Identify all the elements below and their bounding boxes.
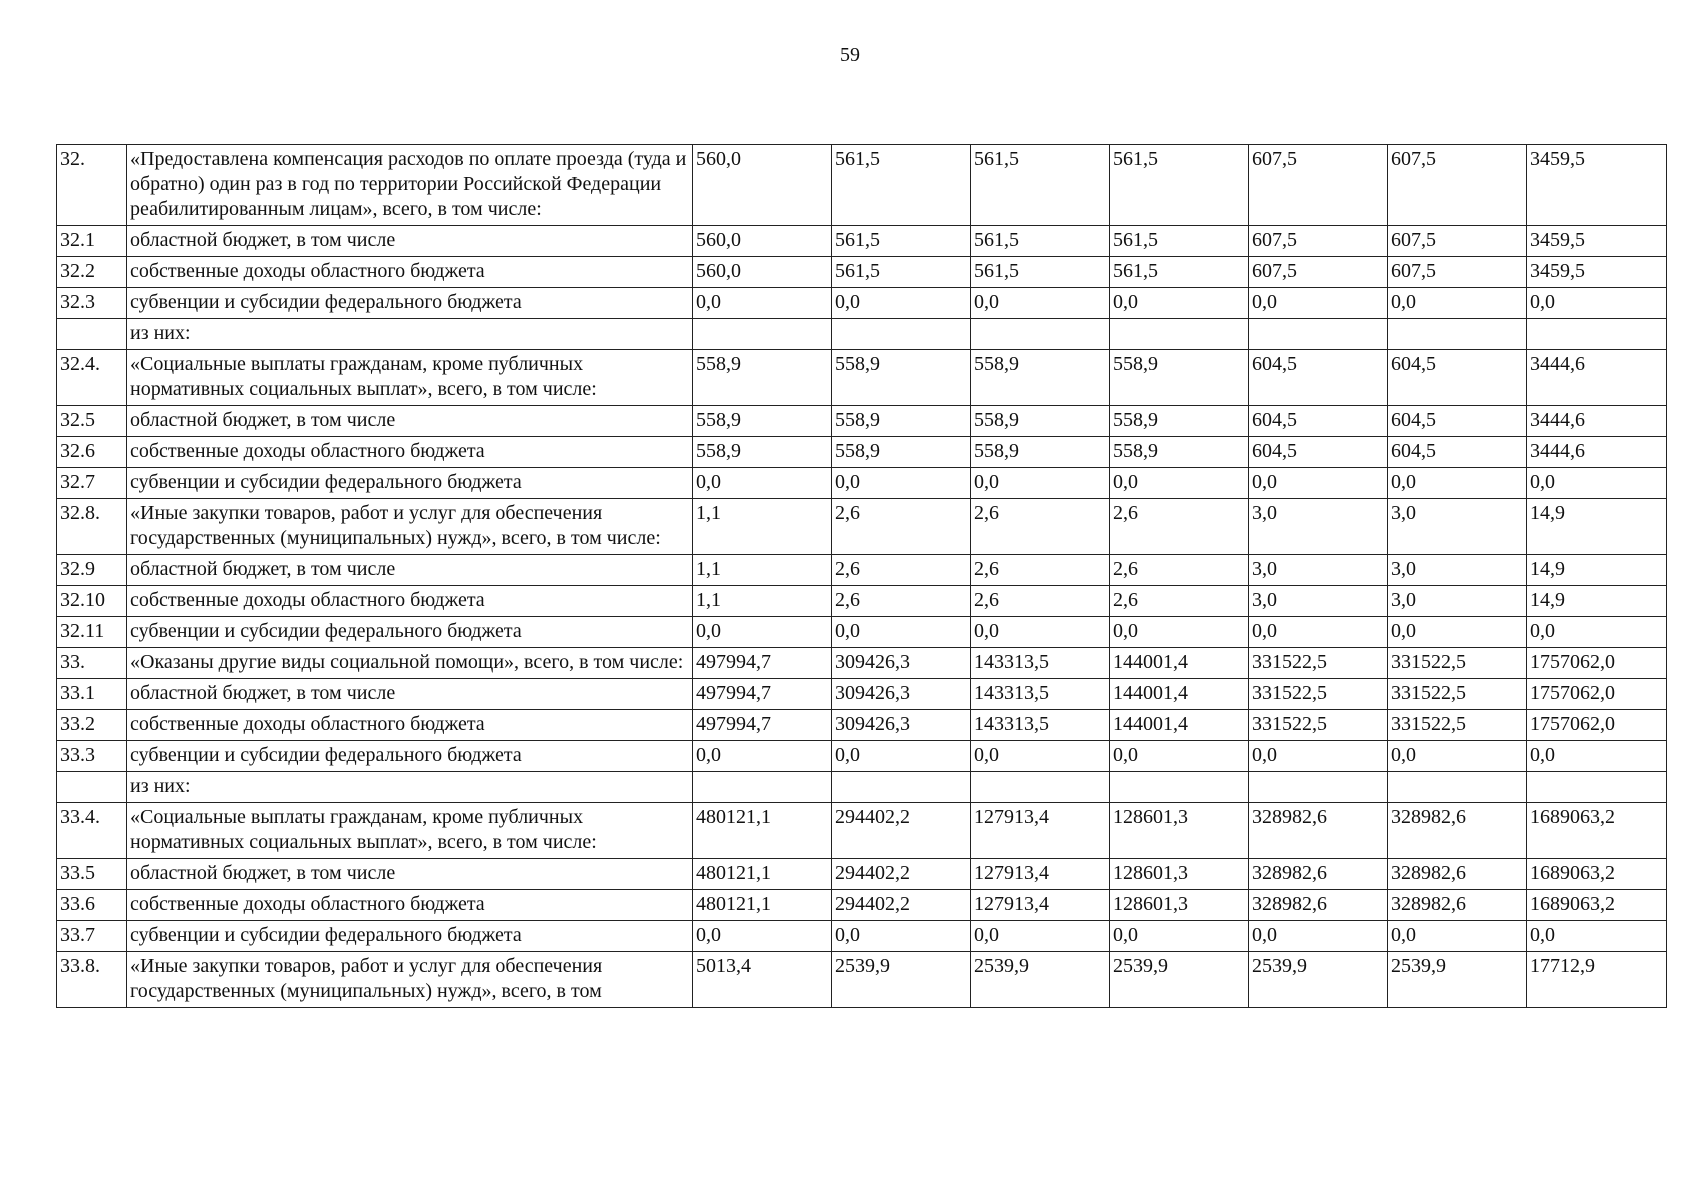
value-year-1-cell: 0,0 [693, 741, 832, 772]
row-description-cell: субвенции и субсидии федерального бюджета [127, 288, 693, 319]
row-number-cell [57, 319, 127, 350]
value-year-3-cell: 0,0 [971, 741, 1110, 772]
value-total-cell: 3459,5 [1527, 226, 1667, 257]
row-description-cell: областной бюджет, в том числе [127, 679, 693, 710]
row-number-cell: 32.8. [57, 499, 127, 555]
row-description-cell: «Социальные выплаты гражданам, кроме публичных нормативных социальных выплат», всего, в том числе: [127, 350, 693, 406]
value-year-2-cell: 558,9 [832, 406, 971, 437]
value-year-1-cell: 558,9 [693, 406, 832, 437]
value-year-6-cell: 331522,5 [1388, 710, 1527, 741]
table-row [57, 710, 1667, 741]
table-row [57, 406, 1667, 437]
value-year-2-cell: 0,0 [832, 288, 971, 319]
table-row [57, 257, 1667, 288]
value-year-2-cell: 309426,3 [832, 679, 971, 710]
value-year-1-cell: 558,9 [693, 437, 832, 468]
value-year-5-cell: 2539,9 [1249, 952, 1388, 1008]
value-year-4-cell [1110, 772, 1249, 803]
value-total-cell [1527, 319, 1667, 350]
value-year-1-cell: 560,0 [693, 145, 832, 226]
value-year-5-cell: 331522,5 [1249, 648, 1388, 679]
value-total-cell: 1757062,0 [1527, 710, 1667, 741]
table-row [57, 226, 1667, 257]
value-year-5-cell: 328982,6 [1249, 803, 1388, 859]
table-row [57, 803, 1667, 859]
value-total-cell: 3444,6 [1527, 350, 1667, 406]
value-year-4-cell: 0,0 [1110, 741, 1249, 772]
row-number-cell: 32.4. [57, 350, 127, 406]
value-year-3-cell [971, 772, 1110, 803]
value-year-1-cell: 5013,4 [693, 952, 832, 1008]
value-year-1-cell: 558,9 [693, 350, 832, 406]
row-number-cell: 32. [57, 145, 127, 226]
value-year-6-cell: 607,5 [1388, 226, 1527, 257]
row-description-cell: «Предоставлена компенсация расходов по оплате проезда (туда и обратно) один раз в год по территории Российской Федерации реабилитированным лицам», всего, в том числе: [127, 145, 693, 226]
value-year-3-cell: 0,0 [971, 468, 1110, 499]
row-description-cell: областной бюджет, в том числе [127, 555, 693, 586]
value-year-1-cell: 480121,1 [693, 859, 832, 890]
value-year-3-cell: 558,9 [971, 350, 1110, 406]
table-row [57, 437, 1667, 468]
value-year-5-cell: 0,0 [1249, 288, 1388, 319]
table-row [57, 772, 1667, 803]
value-total-cell: 1689063,2 [1527, 803, 1667, 859]
table-row [57, 319, 1667, 350]
value-year-6-cell: 607,5 [1388, 145, 1527, 226]
value-year-4-cell: 128601,3 [1110, 859, 1249, 890]
value-year-6-cell [1388, 772, 1527, 803]
value-year-1-cell: 497994,7 [693, 648, 832, 679]
value-year-2-cell: 0,0 [832, 468, 971, 499]
value-year-6-cell: 3,0 [1388, 555, 1527, 586]
value-year-5-cell: 0,0 [1249, 617, 1388, 648]
value-year-5-cell: 0,0 [1249, 741, 1388, 772]
table-row [57, 586, 1667, 617]
row-number-cell: 33.7 [57, 921, 127, 952]
row-number-cell: 32.3 [57, 288, 127, 319]
value-year-4-cell: 558,9 [1110, 406, 1249, 437]
value-year-6-cell: 0,0 [1388, 617, 1527, 648]
value-year-4-cell: 144001,4 [1110, 710, 1249, 741]
value-year-6-cell: 328982,6 [1388, 859, 1527, 890]
value-year-3-cell: 0,0 [971, 921, 1110, 952]
value-year-5-cell: 0,0 [1249, 468, 1388, 499]
value-year-1-cell: 0,0 [693, 288, 832, 319]
value-year-2-cell: 561,5 [832, 145, 971, 226]
table-row [57, 859, 1667, 890]
value-year-6-cell: 331522,5 [1388, 648, 1527, 679]
table-body [57, 145, 1667, 1008]
value-total-cell: 3459,5 [1527, 145, 1667, 226]
value-year-3-cell: 0,0 [971, 617, 1110, 648]
value-year-3-cell: 561,5 [971, 145, 1110, 226]
value-year-3-cell: 0,0 [971, 288, 1110, 319]
value-year-4-cell: 2,6 [1110, 586, 1249, 617]
value-year-1-cell: 497994,7 [693, 710, 832, 741]
value-year-3-cell: 2539,9 [971, 952, 1110, 1008]
value-year-6-cell: 3,0 [1388, 586, 1527, 617]
row-description-cell: из них: [127, 319, 693, 350]
value-year-6-cell: 331522,5 [1388, 679, 1527, 710]
value-year-3-cell: 561,5 [971, 257, 1110, 288]
value-total-cell: 3444,6 [1527, 437, 1667, 468]
value-year-1-cell: 560,0 [693, 226, 832, 257]
value-year-4-cell: 558,9 [1110, 437, 1249, 468]
table-row [57, 468, 1667, 499]
budget-table [56, 144, 1667, 1008]
value-year-6-cell [1388, 319, 1527, 350]
value-year-4-cell: 561,5 [1110, 226, 1249, 257]
value-total-cell: 0,0 [1527, 921, 1667, 952]
value-total-cell: 17712,9 [1527, 952, 1667, 1008]
table-row [57, 555, 1667, 586]
value-year-4-cell: 2,6 [1110, 499, 1249, 555]
value-year-4-cell: 0,0 [1110, 288, 1249, 319]
row-number-cell [57, 772, 127, 803]
row-number-cell: 33.5 [57, 859, 127, 890]
value-year-6-cell: 3,0 [1388, 499, 1527, 555]
value-year-3-cell: 127913,4 [971, 859, 1110, 890]
value-year-6-cell: 328982,6 [1388, 803, 1527, 859]
value-year-2-cell: 2,6 [832, 499, 971, 555]
value-year-2-cell: 2,6 [832, 555, 971, 586]
value-year-5-cell: 328982,6 [1249, 859, 1388, 890]
value-year-5-cell: 607,5 [1249, 257, 1388, 288]
value-year-5-cell: 328982,6 [1249, 890, 1388, 921]
row-number-cell: 33.3 [57, 741, 127, 772]
table-row [57, 679, 1667, 710]
row-number-cell: 33.1 [57, 679, 127, 710]
row-number-cell: 32.1 [57, 226, 127, 257]
value-year-4-cell: 144001,4 [1110, 648, 1249, 679]
row-number-cell: 32.6 [57, 437, 127, 468]
row-description-cell: «Социальные выплаты гражданам, кроме публичных нормативных социальных выплат», всего, в том числе: [127, 803, 693, 859]
value-year-2-cell [832, 772, 971, 803]
value-year-1-cell: 0,0 [693, 617, 832, 648]
row-description-cell: собственные доходы областного бюджета [127, 586, 693, 617]
value-year-4-cell: 128601,3 [1110, 890, 1249, 921]
row-description-cell: «Иные закупки товаров, работ и услуг для обеспечения государственных (муниципальных) нужд», всего, в том [127, 952, 693, 1008]
value-year-5-cell: 331522,5 [1249, 679, 1388, 710]
value-year-4-cell: 561,5 [1110, 145, 1249, 226]
value-year-6-cell: 0,0 [1388, 288, 1527, 319]
table-row [57, 952, 1667, 1008]
value-total-cell: 1689063,2 [1527, 890, 1667, 921]
value-year-2-cell: 294402,2 [832, 890, 971, 921]
value-year-6-cell: 328982,6 [1388, 890, 1527, 921]
value-year-1-cell: 497994,7 [693, 679, 832, 710]
value-year-5-cell: 3,0 [1249, 499, 1388, 555]
table-row [57, 145, 1667, 226]
table-row [57, 288, 1667, 319]
value-year-6-cell: 0,0 [1388, 741, 1527, 772]
value-total-cell: 1757062,0 [1527, 679, 1667, 710]
value-total-cell: 0,0 [1527, 617, 1667, 648]
table-row [57, 617, 1667, 648]
value-total-cell: 0,0 [1527, 468, 1667, 499]
value-year-6-cell: 0,0 [1388, 468, 1527, 499]
value-year-1-cell: 0,0 [693, 921, 832, 952]
row-description-cell: собственные доходы областного бюджета [127, 257, 693, 288]
value-total-cell: 1757062,0 [1527, 648, 1667, 679]
row-description-cell: собственные доходы областного бюджета [127, 437, 693, 468]
value-year-3-cell: 127913,4 [971, 890, 1110, 921]
page-number: 59 [840, 44, 860, 66]
value-year-4-cell: 128601,3 [1110, 803, 1249, 859]
value-year-2-cell: 309426,3 [832, 710, 971, 741]
value-year-2-cell: 2539,9 [832, 952, 971, 1008]
value-year-6-cell: 604,5 [1388, 437, 1527, 468]
value-year-5-cell [1249, 772, 1388, 803]
value-year-4-cell [1110, 319, 1249, 350]
row-description-cell: субвенции и субсидии федерального бюджета [127, 617, 693, 648]
value-year-4-cell: 2,6 [1110, 555, 1249, 586]
value-year-4-cell: 0,0 [1110, 617, 1249, 648]
value-year-3-cell: 2,6 [971, 555, 1110, 586]
value-total-cell: 3444,6 [1527, 406, 1667, 437]
row-description-cell: «Иные закупки товаров, работ и услуг для обеспечения государственных (муниципальных) нужд», всего, в том числе: [127, 499, 693, 555]
value-year-3-cell: 2,6 [971, 586, 1110, 617]
value-year-2-cell: 0,0 [832, 741, 971, 772]
value-year-5-cell: 3,0 [1249, 555, 1388, 586]
row-number-cell: 33.2 [57, 710, 127, 741]
row-description-cell: субвенции и субсидии федерального бюджета [127, 741, 693, 772]
value-year-5-cell: 0,0 [1249, 921, 1388, 952]
value-year-6-cell: 607,5 [1388, 257, 1527, 288]
value-total-cell: 0,0 [1527, 288, 1667, 319]
value-year-4-cell: 2539,9 [1110, 952, 1249, 1008]
row-number-cell: 32.7 [57, 468, 127, 499]
row-description-cell: собственные доходы областного бюджета [127, 710, 693, 741]
value-total-cell [1527, 772, 1667, 803]
row-description-cell: областной бюджет, в том числе [127, 406, 693, 437]
value-year-3-cell: 143313,5 [971, 679, 1110, 710]
value-year-5-cell: 607,5 [1249, 145, 1388, 226]
value-total-cell: 14,9 [1527, 499, 1667, 555]
table-row [57, 648, 1667, 679]
value-year-2-cell: 0,0 [832, 921, 971, 952]
value-year-4-cell: 558,9 [1110, 350, 1249, 406]
row-description-cell: собственные доходы областного бюджета [127, 890, 693, 921]
row-description-cell: «Оказаны другие виды социальной помощи», всего, в том числе: [127, 648, 693, 679]
value-year-2-cell: 294402,2 [832, 859, 971, 890]
value-year-6-cell: 2539,9 [1388, 952, 1527, 1008]
value-year-2-cell: 561,5 [832, 257, 971, 288]
value-year-3-cell: 127913,4 [971, 803, 1110, 859]
value-year-2-cell: 309426,3 [832, 648, 971, 679]
value-year-6-cell: 604,5 [1388, 406, 1527, 437]
value-year-3-cell: 558,9 [971, 437, 1110, 468]
value-year-5-cell: 607,5 [1249, 226, 1388, 257]
row-number-cell: 33.6 [57, 890, 127, 921]
value-total-cell: 1689063,2 [1527, 859, 1667, 890]
value-year-1-cell: 1,1 [693, 586, 832, 617]
value-year-4-cell: 0,0 [1110, 921, 1249, 952]
row-number-cell: 32.11 [57, 617, 127, 648]
row-number-cell: 32.2 [57, 257, 127, 288]
value-total-cell: 14,9 [1527, 586, 1667, 617]
value-year-2-cell [832, 319, 971, 350]
table-row [57, 890, 1667, 921]
value-year-1-cell: 1,1 [693, 555, 832, 586]
value-year-3-cell: 143313,5 [971, 710, 1110, 741]
value-year-6-cell: 604,5 [1388, 350, 1527, 406]
value-total-cell: 0,0 [1527, 741, 1667, 772]
value-year-1-cell [693, 319, 832, 350]
value-year-2-cell: 558,9 [832, 437, 971, 468]
value-year-4-cell: 144001,4 [1110, 679, 1249, 710]
table-row [57, 350, 1667, 406]
value-year-3-cell: 2,6 [971, 499, 1110, 555]
table-row [57, 741, 1667, 772]
value-year-2-cell: 294402,2 [832, 803, 971, 859]
value-year-1-cell: 480121,1 [693, 803, 832, 859]
value-total-cell: 14,9 [1527, 555, 1667, 586]
value-year-1-cell: 480121,1 [693, 890, 832, 921]
value-year-1-cell: 1,1 [693, 499, 832, 555]
value-year-3-cell [971, 319, 1110, 350]
row-number-cell: 32.10 [57, 586, 127, 617]
value-year-5-cell: 604,5 [1249, 437, 1388, 468]
value-year-3-cell: 558,9 [971, 406, 1110, 437]
row-number-cell: 32.5 [57, 406, 127, 437]
value-total-cell: 3459,5 [1527, 257, 1667, 288]
row-number-cell: 33. [57, 648, 127, 679]
value-year-5-cell [1249, 319, 1388, 350]
table-row [57, 921, 1667, 952]
value-year-6-cell: 0,0 [1388, 921, 1527, 952]
value-year-5-cell: 604,5 [1249, 406, 1388, 437]
row-description-cell: из них: [127, 772, 693, 803]
value-year-2-cell: 0,0 [832, 617, 971, 648]
value-year-3-cell: 561,5 [971, 226, 1110, 257]
value-year-1-cell: 560,0 [693, 257, 832, 288]
row-number-cell: 33.4. [57, 803, 127, 859]
row-description-cell: субвенции и субсидии федерального бюджета [127, 468, 693, 499]
value-year-2-cell: 561,5 [832, 226, 971, 257]
value-year-2-cell: 2,6 [832, 586, 971, 617]
value-year-3-cell: 143313,5 [971, 648, 1110, 679]
value-year-4-cell: 561,5 [1110, 257, 1249, 288]
value-year-4-cell: 0,0 [1110, 468, 1249, 499]
row-description-cell: субвенции и субсидии федерального бюджета [127, 921, 693, 952]
row-description-cell: областной бюджет, в том числе [127, 226, 693, 257]
row-number-cell: 32.9 [57, 555, 127, 586]
value-year-5-cell: 604,5 [1249, 350, 1388, 406]
table-row [57, 499, 1667, 555]
value-year-5-cell: 3,0 [1249, 586, 1388, 617]
row-number-cell: 33.8. [57, 952, 127, 1008]
value-year-2-cell: 558,9 [832, 350, 971, 406]
value-year-5-cell: 331522,5 [1249, 710, 1388, 741]
value-year-1-cell: 0,0 [693, 468, 832, 499]
row-description-cell: областной бюджет, в том числе [127, 859, 693, 890]
value-year-1-cell [693, 772, 832, 803]
